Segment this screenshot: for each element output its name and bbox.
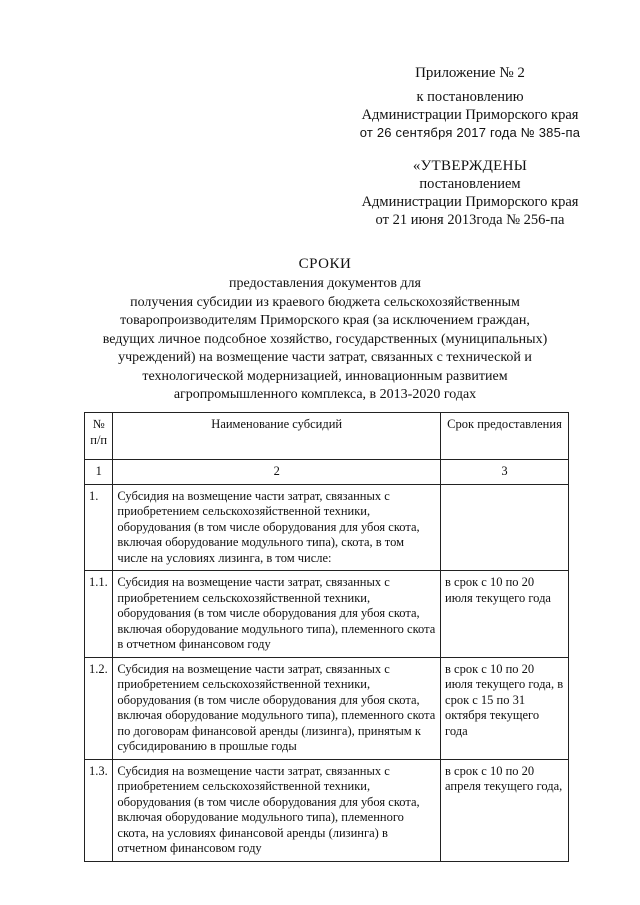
row-term [441, 484, 569, 571]
table-row [85, 484, 569, 571]
row-name: Субсидия на возмещение части затрат, связанных с приобретением сельскохозяйственной техники, оборудования (в том числе оборудования для убоя скота, включая оборудование модульного типа), племенного скота по договорам финансовой аренды (лизинга), принятым к субсидированию в прошлые годы [113, 657, 441, 759]
document-heading: СРОКИ [298, 256, 352, 272]
row-term: в срок с 10 по 20 июля текущего года, в срок с 15 по 31 октября текущего года [441, 657, 569, 759]
appendix-title: Приложение № 2 [415, 65, 525, 81]
appendix-block [330, 64, 610, 142]
table-row [85, 657, 569, 759]
index-cell: 1 [85, 460, 113, 485]
table-header-row [85, 413, 569, 460]
index-cell: 2 [113, 460, 441, 485]
title-line: получения субсидии из краевого бюджета сельскохозяйственным [130, 294, 520, 310]
row-number: 1.2. [85, 657, 113, 759]
appendix-line-3: от 26 сентября 2017 года № 385-па [359, 125, 581, 140]
document-title [60, 256, 590, 405]
appendix-line-2: Администрации Приморского края [361, 107, 579, 123]
approved-title: «УТВЕРЖДЕНЫ [412, 158, 528, 174]
row-number: 1.1. [85, 571, 113, 658]
row-number: 1. [85, 484, 113, 571]
approved-line-3: от 21 июня 2013года № 256-па [375, 212, 565, 228]
row-name: Субсидия на возмещение части затрат, связанных с приобретением сельскохозяйственной техники, оборудования (в том числе оборудования для убоя скота, включая оборудование модульного типа), племенного скота, на условиях финансовой аренды (лизинга) в отчетном финансовом году [113, 759, 441, 861]
row-term: в срок с 10 по 20 июля текущего года [441, 571, 569, 658]
row-number: 1.3. [85, 759, 113, 861]
row-term: в срок с 10 по 20 апреля текущего года, [441, 759, 569, 861]
row-name: Субсидия на возмещение части затрат, связанных с приобретением сельскохозяйственной техники, оборудования (в том числе оборудования для убоя скота, включая оборудование модульного типа), скота, в том числе на условиях лизинга, в том числе: [113, 484, 441, 571]
header-number: № п/п [85, 413, 113, 460]
approved-line-1: постановлением [419, 176, 521, 192]
header-term: Срок предоставления [441, 413, 569, 460]
table-row [85, 571, 569, 658]
title-line: предоставления документов для [229, 276, 421, 291]
approved-block [330, 157, 610, 229]
approved-line-2: Администрации Приморского края [361, 194, 579, 210]
row-name: Субсидия на возмещение части затрат, связанных с приобретением сельскохозяйственной техники, оборудования (в том числе оборудования для убоя скота, включая оборудование модульного типа), племенного скота в отчетном финансовом году [113, 571, 441, 658]
title-line: ведущих личное подсобное хозяйство, государственных (муниципальных) [102, 331, 548, 347]
title-line: технологической модернизацией, инновационным развитием [142, 368, 508, 384]
subsidies-table [84, 412, 569, 862]
table-index-row [85, 460, 569, 485]
header-name: Наименование субсидий [113, 413, 441, 460]
appendix-line-1: к постановлению [416, 89, 524, 105]
title-line: товаропроизводителям Приморского края (за исключением граждан, [120, 313, 530, 328]
title-line: агропромышленного комплекса, в 2013-2020 годах [173, 387, 477, 402]
index-cell: 3 [441, 460, 569, 485]
title-line: учреждений) на возмещение части затрат, связанных с технической и [118, 350, 532, 365]
table-row [85, 759, 569, 861]
